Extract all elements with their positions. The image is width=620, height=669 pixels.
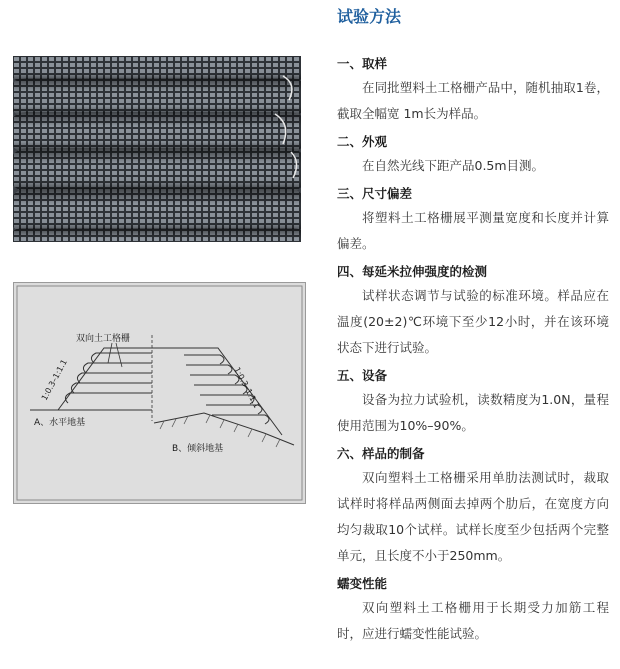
section-body: 将塑料土工格栅展平测量宽度和长度并计算偏差。 bbox=[337, 210, 609, 251]
section-tensile-strength bbox=[337, 260, 609, 361]
section-heading: 六、样品的制备 bbox=[337, 446, 425, 461]
section-heading: 四、每延米拉伸强度的检测 bbox=[337, 264, 488, 279]
section-sampling bbox=[337, 52, 609, 127]
section-body: 双向塑料土工格栅采用单肋法测试时，裁取试样时将样品两侧面去掉两个肋后，在宽度方向均匀裁取10个试样。试样长度至少包括两个完整单元，且长度不小于250mm。 bbox=[337, 470, 609, 563]
section-body: 双向塑料土工格栅用于长期受力加筋工程时，应进行蠕变性能试验。 bbox=[337, 600, 609, 641]
geogrid-rolls-photo bbox=[13, 56, 301, 242]
section-heading: 三、尺寸偏差 bbox=[337, 186, 413, 201]
label-horizontal-base: A、水平地基 bbox=[34, 418, 86, 428]
section-body: 在自然光线下距产品0.5m目测。 bbox=[362, 158, 545, 173]
section-heading: 一、取样 bbox=[337, 56, 388, 71]
section-appearance bbox=[337, 130, 609, 179]
sections-list bbox=[337, 52, 609, 650]
section-heading: 二、外观 bbox=[337, 134, 388, 149]
section-equipment bbox=[337, 364, 609, 439]
section-sample-preparation bbox=[337, 442, 609, 569]
grid-label: 双向土工格栅 bbox=[76, 334, 131, 344]
section-body: 试样状态调节与试验的标准环境。样品应在温度(20±2)℃环境下至少12小时，并在该环境状态下进行试验。 bbox=[337, 288, 609, 355]
section-dimension-deviation bbox=[337, 182, 609, 257]
slope-label-right: 1:0.3–1:1.1 bbox=[232, 365, 262, 410]
section-body: 在同批塑料土工格栅产品中，随机抽取1卷，截取全幅宽 1m长为样品。 bbox=[337, 80, 609, 121]
section-heading: 五、设备 bbox=[337, 368, 388, 383]
section-heading: 蠕变性能 bbox=[337, 576, 388, 591]
section-creep bbox=[337, 572, 609, 647]
slope-label-left: 1:0.3–1:1.1 bbox=[39, 357, 69, 402]
label-sloped-base: B、倾斜地基 bbox=[172, 444, 224, 454]
section-body: 设备为拉力试验机，读数精度为1.0N，量程使用范围为10%–90%。 bbox=[337, 392, 609, 433]
page-title: 试验方法 bbox=[337, 7, 402, 26]
installation-diagram bbox=[13, 282, 306, 504]
